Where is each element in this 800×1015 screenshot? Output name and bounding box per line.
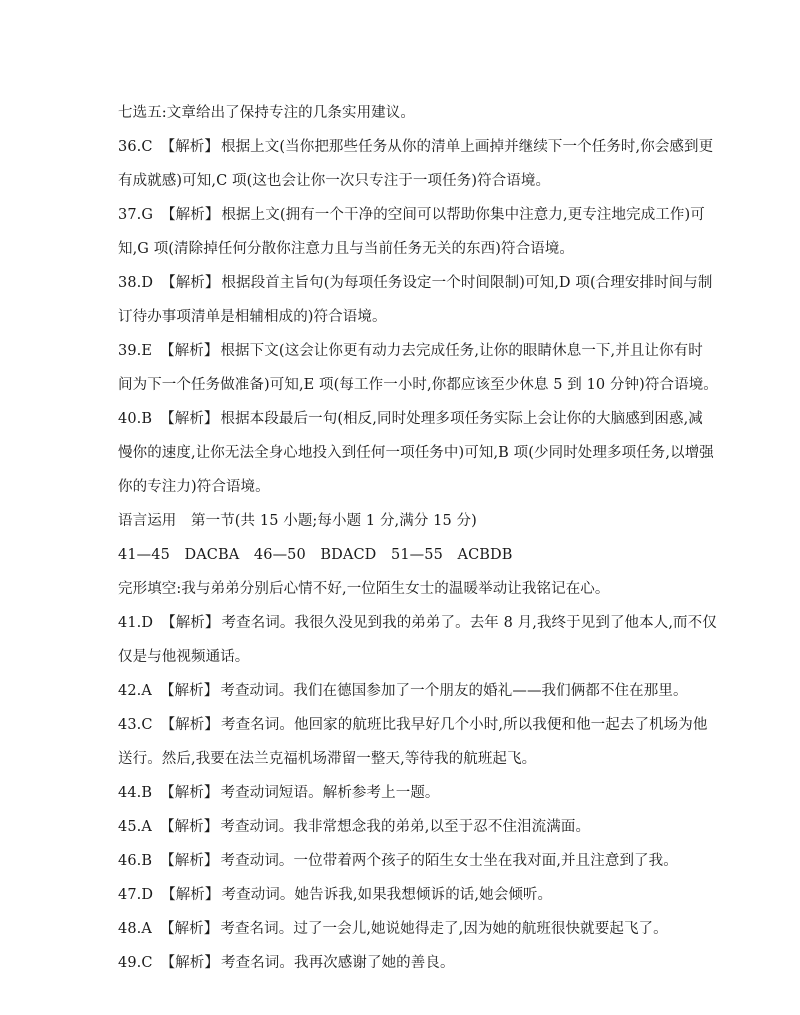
analysis-text: 考查动词。她告诉我,如果我想倾诉的话,她会倾听。: [221, 887, 553, 903]
section-heading: [118, 572, 688, 606]
analysis-text: 考查动词。我非常想念我的弟弟,以至于忍不住泪流满面。: [220, 819, 591, 835]
analysis-text: 慢你的速度,让你无法全身心地投入到任何一项任务中)可知,B 项(少同时处理多项任务,以增强: [118, 445, 714, 461]
analysis-text: 仅是与他视频通话。: [118, 649, 250, 665]
text-line: [118, 436, 714, 470]
answer-item-37: [118, 198, 705, 232]
answer-summary: [118, 538, 688, 572]
analysis-text: 你的专注力)符合语境。: [118, 479, 270, 495]
analysis-tag: 【解析】: [160, 343, 219, 359]
answer-item-38: [118, 266, 713, 300]
analysis-text: 根据段首主旨句(为每项任务设定一个时间限制)可知,D 项(合理安排时间与制: [221, 275, 713, 291]
analysis-text: 考查名词。过了一会儿,她说她得走了,因为她的航班很快就要起飞了。: [220, 921, 668, 937]
item-number: 47.D: [118, 887, 154, 903]
answer-item-43: [118, 708, 708, 742]
analysis-text: 间为下一个任务做准备)可知,E 项(每工作一小时,你都应该至少休息 5 到 10 分钟)符合语境。: [118, 377, 718, 393]
analysis-tag: 【解析】: [159, 683, 219, 699]
analysis-tag: 【解析】: [159, 819, 219, 835]
item-number: 36.C: [118, 139, 153, 155]
answer-item-40: [118, 402, 703, 436]
answer-item-48: [118, 912, 688, 946]
answer-item-49: [118, 946, 688, 980]
text-line: [118, 470, 688, 504]
analysis-text: 考查动词短语。解析参考上一题。: [220, 785, 440, 801]
analysis-tag: 【解析】: [161, 615, 220, 631]
analysis-text: 知,G 项(清除掉任何分散你注意力且与当前任务无关的东西)符合语境。: [118, 241, 575, 257]
analysis-tag: 【解析】: [161, 275, 220, 291]
analysis-text: 根据本段最后一句(相反,同时处理多项任务实际上会让你的大脑感到困惑,减: [220, 411, 703, 427]
item-number: 43.C: [118, 717, 153, 733]
text-line: [118, 300, 688, 334]
analysis-tag: 【解析】: [161, 887, 220, 903]
text-line: [118, 742, 688, 776]
text-line: [118, 164, 688, 198]
item-number: 45.A: [118, 819, 152, 835]
item-number: 42.A: [118, 683, 152, 699]
answer-item-46: [118, 844, 688, 878]
analysis-tag: 【解析】: [160, 785, 219, 801]
analysis-tag: 【解析】: [160, 139, 219, 155]
answer-item-39: [118, 334, 703, 368]
analysis-text: 根据下文(这会让你更有动力去完成任务,让你的眼睛休息一下,并且让你有时: [220, 343, 703, 359]
analysis-tag: 【解析】: [160, 717, 219, 733]
analysis-text: 根据上文(当你把那些任务从你的清单上画掉并继续下一个任务时,你会感到更: [220, 139, 714, 155]
item-number: 41.D: [118, 615, 154, 631]
answer-letters: 41—45 DACBA 46—50 BDACD 51—55 ACBDB: [118, 547, 513, 563]
analysis-text: 考查动词。我们在德国参加了一个朋友的婚礼——我们俩都不住在那里。: [220, 683, 688, 699]
item-number: 38.D: [118, 275, 154, 291]
analysis-text: 考查名词。我很久没见到我的弟弟了。去年 8 月,我终于见到了他本人,而不仅: [221, 615, 717, 631]
text-line: [118, 368, 718, 402]
analysis-tag: 【解析】: [160, 955, 219, 971]
section-heading: [118, 504, 688, 538]
answer-key-content: [118, 96, 718, 980]
analysis-tag: 【解析】: [160, 853, 219, 869]
item-number: 49.C: [118, 955, 153, 971]
answer-item-44: [118, 776, 688, 810]
item-number: 48.A: [118, 921, 152, 937]
text-line: [118, 640, 688, 674]
answer-item-47: [118, 878, 688, 912]
item-number: 46.B: [118, 853, 153, 869]
item-number: 44.B: [118, 785, 153, 801]
analysis-text: 根据上文(拥有一个干净的空间可以帮助你集中注意力,更专注地完成工作)可: [221, 207, 705, 223]
item-number: 40.B: [118, 411, 153, 427]
analysis-text: 有成就感)可知,C 项(这也会让你一次只专注于一项任务)符合语境。: [118, 173, 551, 189]
analysis-tag: 【解析】: [160, 411, 219, 427]
answer-item-41: [118, 606, 717, 640]
analysis-tag: 【解析】: [159, 921, 219, 937]
analysis-text: 考查名词。他回家的航班比我早好几个小时,所以我便和他一起去了机场为他: [220, 717, 708, 733]
answer-item-36: [118, 130, 714, 164]
analysis-tag: 【解析】: [161, 207, 220, 223]
analysis-text: 考查名词。我再次感谢了她的善良。: [220, 955, 455, 971]
analysis-text: 订待办事项清单是相辅相成的)符合语境。: [118, 309, 387, 325]
section-title: 完形填空:我与弟弟分别后心情不好,一位陌生女士的温暖举动让我铭记在心。: [118, 581, 610, 597]
item-number: 39.E: [118, 343, 153, 359]
item-number: 37.G: [118, 207, 154, 223]
section-title: 语言运用 第一节(共 15 小题;每小题 1 分,满分 15 分): [118, 513, 477, 529]
text-line: [118, 232, 688, 266]
answer-item-45: [118, 810, 688, 844]
analysis-text: 送行。然后,我要在法兰克福机场滞留一整天,等待我的航班起飞。: [118, 751, 537, 767]
text-line: [118, 96, 688, 130]
answer-item-42: [118, 674, 688, 708]
section-heading: 七选五:文章给出了保持专注的几条实用建议。: [118, 105, 415, 121]
analysis-text: 考查动词。一位带着两个孩子的陌生女士坐在我对面,并且注意到了我。: [220, 853, 678, 869]
